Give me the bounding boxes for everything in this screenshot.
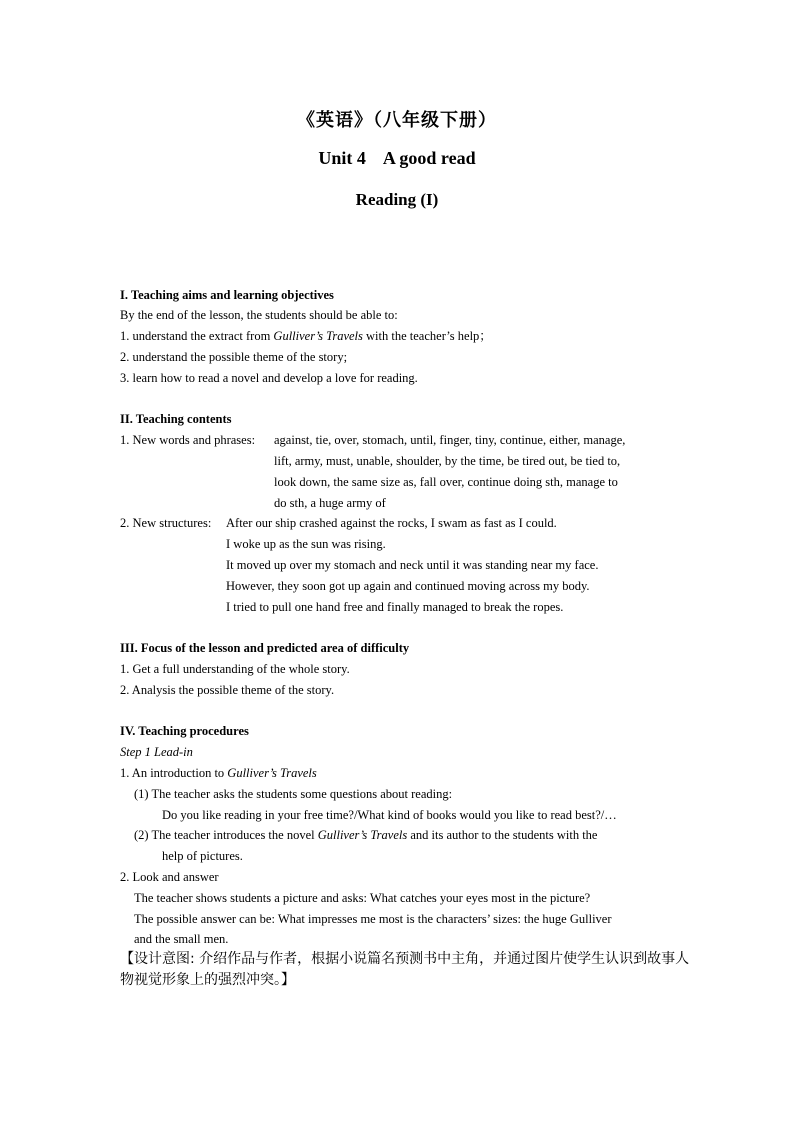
procedure-item-1: 1. An introduction to Gulliver’s Travels	[120, 766, 317, 780]
lesson-title: Reading (I)	[355, 190, 439, 209]
structures-label: 2. New structures:	[120, 516, 212, 530]
procedure-sub-2-cont: help of pictures.	[162, 849, 243, 863]
focus-item-1: 1. Get a full understanding of the whole story.	[120, 662, 350, 676]
section1-intro: By the end of the lesson, the students should be able to:	[120, 308, 398, 322]
procedure-sub-2: (2) The teacher introduces the novel Gulliver’s Travels and its author to the students with the	[134, 828, 598, 842]
unit-title: Unit 4 A good read	[318, 148, 476, 168]
objective-2: 2. understand the possible theme of the story;	[120, 350, 348, 364]
procedure-item-2: 2. Look and answer	[120, 870, 219, 884]
procedure-item-2-line-3: and the small men.	[134, 932, 229, 946]
focus-item-2: 2. Analysis the possible theme of the story.	[120, 683, 335, 697]
structure-line-1: After our ship crashed against the rocks, I swam as fast as I could.	[226, 516, 557, 530]
procedure-item-2-line-1: The teacher shows students a picture and asks: What catches your eyes most in the picture?	[134, 891, 591, 905]
section3-heading: III. Focus of the lesson and predicted area of difficulty	[120, 641, 410, 655]
objective-1: 1. understand the extract from Gulliver’s Travels with the teacher’s help；	[120, 329, 492, 343]
words-line-4: do sth, a huge army of	[274, 496, 386, 510]
section4-heading: IV. Teaching procedures	[120, 724, 249, 738]
procedure-sub-1-questions: Do you like reading in your free time?/What kind of books would you like to read best?/…	[162, 808, 617, 822]
procedure-item-2-line-2: The possible answer can be: What impresses me most is the characters’ sizes: the huge Gulliver	[134, 912, 612, 926]
design-intent-note: 【设计意图: 介绍作品与作者，根据小说篇名预测书中主角，并通过图片使学生认识到故事人物视觉形象上的强烈冲突。】	[120, 951, 690, 988]
section2-heading: II. Teaching contents	[120, 412, 232, 426]
structure-line-4: However, they soon got up again and continued moving across my body.	[226, 579, 590, 593]
step1-heading: Step 1 Lead-in	[120, 745, 193, 759]
words-line-1: against, tie, over, stomach, until, finger, tiny, continue, either, manage,	[274, 433, 626, 447]
objective-3: 3. learn how to read a novel and develop a love for reading.	[120, 371, 418, 385]
structure-line-3: It moved up over my stomach and neck until it was standing near my face.	[226, 558, 599, 572]
words-label: 1. New words and phrases:	[120, 433, 256, 447]
structure-line-5: I tried to pull one hand free and finally managed to break the ropes.	[226, 600, 564, 614]
words-line-2: lift, army, must, unable, shoulder, by the time, be tired out, be tied to,	[274, 454, 621, 468]
procedure-sub-1: (1) The teacher asks the students some questions about reading:	[134, 787, 453, 801]
book-title: 《英语》（八年级下册）	[297, 110, 497, 131]
section1-heading: I. Teaching aims and learning objectives	[120, 288, 334, 302]
structure-line-2: I woke up as the sun was rising.	[226, 537, 386, 551]
words-line-3: look down, the same size as, fall over, continue doing sth, manage to	[274, 475, 618, 489]
